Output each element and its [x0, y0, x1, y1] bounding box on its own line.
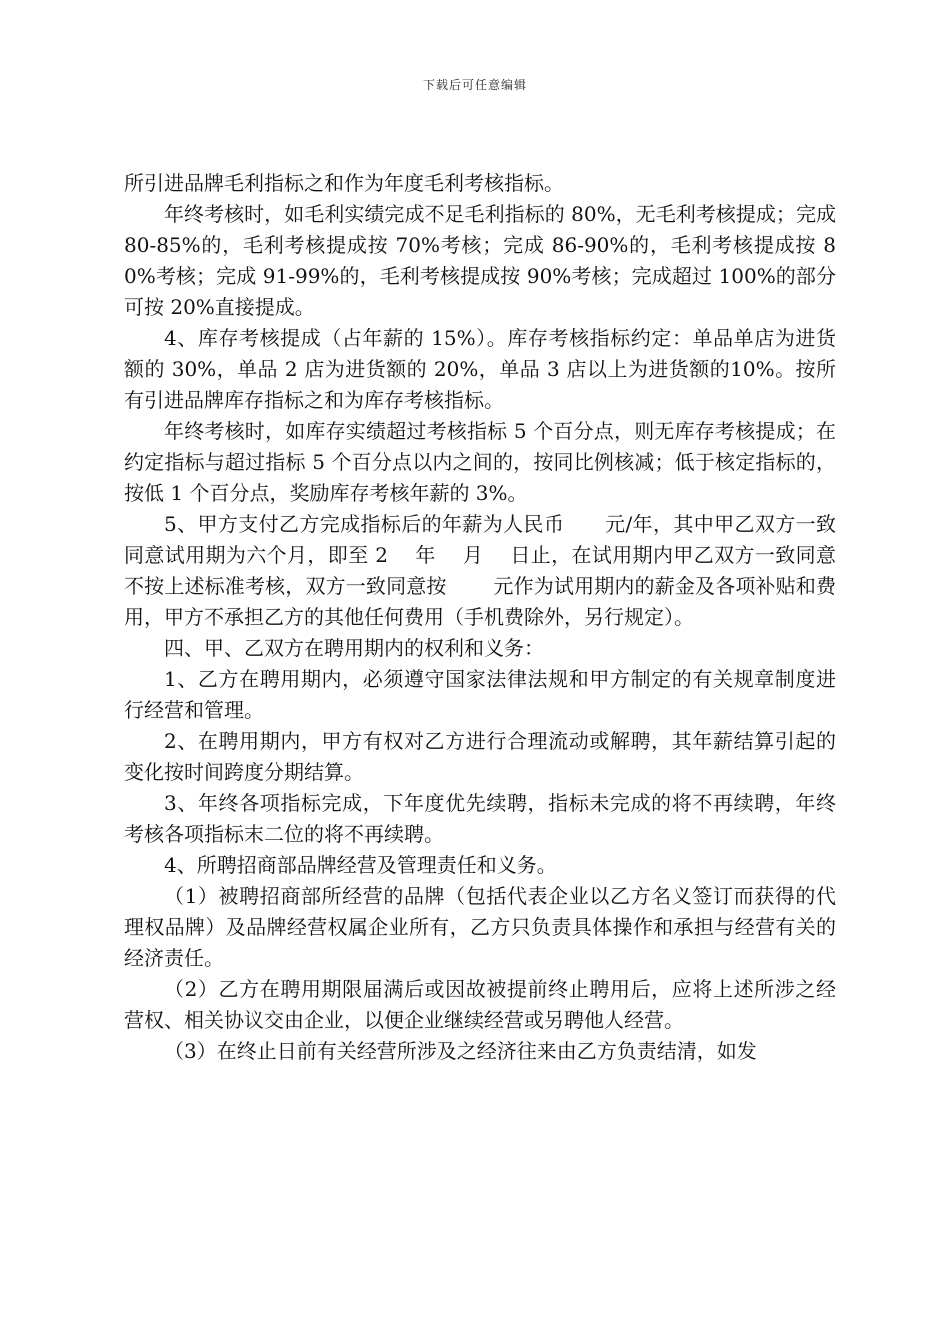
document-body	[124, 168, 836, 1067]
paragraph-clause-4: 4、所聘招商部品牌经营及管理责任和义务。	[164, 853, 557, 877]
paragraph-annual-salary: 5、甲方支付乙方完成指标后的年薪为人民币 元/年，其中甲乙双方一致同意试用期为六个月，即至 2 年 月 日止，在试用期内甲乙双方一致同意不按上述标准考核，双方一致同意按 元作为试用期内的薪金及各项补贴和费用，甲方不承担乙方的其他任何费用（手机费除外，另行规定）。	[124, 512, 836, 629]
paragraph-clause-2: 2、在聘用期内，甲方有权对乙方进行合理流动或解聘，其年薪结算引起的变化按时间跨度分期结算。	[124, 729, 836, 784]
paragraph-inventory-commission: 4、库存考核提成（占年薪的 15%）。库存考核指标约定：单品单店为进货额的 30%，单品 2 店为进货额的 20%，单品 3 店以上为进货额的10%。按所有引进品牌库存指标之和为库存考核指标。	[124, 326, 836, 412]
section-heading-rights-obligations: 四、甲、乙双方在聘用期内的权利和义务：	[164, 636, 544, 660]
paragraph-subclause-3: （3）在终止日前有关经营所涉及之经济往来由乙方负责结清，如发	[164, 1039, 757, 1063]
paragraph-clause-3: 3、年终各项指标完成，下年度优先续聘，指标未完成的将不再续聘，年终考核各项指标末二位的将不再续聘。	[124, 791, 836, 846]
paragraph-inventory-assessment: 年终考核时，如库存实绩超过考核指标 5 个百分点，则无库存考核提成；在约定指标与超过指标 5 个百分点以内之间的，按同比例核减；低于核定指标的，按低 1 个百分点，奖励库存考核年薪的 3%。	[124, 419, 836, 505]
paragraph-subclause-1: （1）被聘招商部所经营的品牌（包括代表企业以乙方名义签订而获得的代理权品牌）及品牌经营权属企业所有，乙方只负责具体操作和承担与经营有关的经济责任。	[124, 884, 836, 970]
page-header: 下载后可任意编辑	[422, 78, 527, 92]
paragraph-gross-profit-assessment: 年终考核时，如毛利实绩完成不足毛利指标的 80%，无毛利考核提成；完成 80-85%的，毛利考核提成按 70%考核；完成 86-90%的，毛利考核提成按 80%考核；完成 91-99%的，毛利考核提成按 90%考核；完成超过 100%的部分可按 20%直接提成。	[124, 202, 836, 319]
paragraph-clause-1: 1、乙方在聘用期内，必须遵守国家法律法规和甲方制定的有关规章制度进行经营和管理。	[124, 667, 836, 722]
paragraph-subclause-2: （2）乙方在聘用期限届满后或因故被提前终止聘用后，应将上述所涉之经营权、相关协议交由企业，以便企业继续经营或另聘他人经营。	[124, 977, 836, 1032]
paragraph-gross-profit-index: 所引进品牌毛利指标之和作为年度毛利考核指标。	[124, 171, 564, 195]
